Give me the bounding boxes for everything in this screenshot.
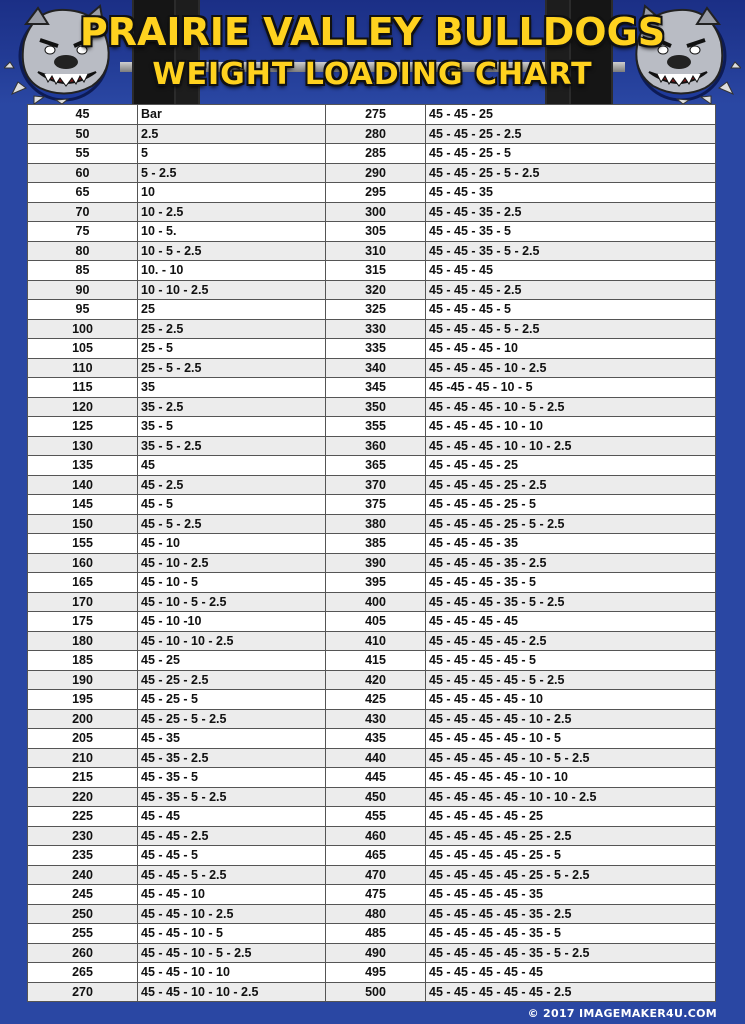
plates-cell: 45 - 45 - 25 - 5 - 2.5	[426, 163, 716, 183]
plates-cell: 45 - 45 - 45 - 45 - 10	[426, 690, 716, 710]
table-row	[28, 885, 716, 905]
weight-cell: 375	[326, 495, 426, 515]
weight-cell: 330	[326, 319, 426, 339]
plates-cell: 45 - 45 - 45 - 45 - 10 - 5	[426, 729, 716, 749]
table-row	[28, 534, 716, 554]
weight-cell: 465	[326, 846, 426, 866]
plates-cell: 45 - 45 - 45 - 10 - 10 - 2.5	[426, 436, 716, 456]
weight-cell: 180	[28, 631, 138, 651]
plates-cell: 10	[138, 183, 326, 203]
table-row	[28, 514, 716, 534]
weight-cell: 90	[28, 280, 138, 300]
weight-cell: 195	[28, 690, 138, 710]
plates-cell: 45 - 35 - 2.5	[138, 748, 326, 768]
plates-cell: 45 - 45 - 10 - 5	[138, 924, 326, 944]
plates-cell: 45 - 45 - 45 - 5 - 2.5	[426, 319, 716, 339]
plates-cell: 45 - 45 - 45 - 10 - 5 - 2.5	[426, 397, 716, 417]
weight-cell: 260	[28, 943, 138, 963]
weight-cell: 290	[326, 163, 426, 183]
weight-cell: 365	[326, 456, 426, 476]
weight-cell: 350	[326, 397, 426, 417]
plates-cell: 45 - 45	[138, 807, 326, 827]
weight-cell: 220	[28, 787, 138, 807]
weight-cell: 70	[28, 202, 138, 222]
plates-cell: 45 - 45 - 45 - 25 - 5	[426, 495, 716, 515]
plates-cell: 45 - 45 - 45 - 35 - 5 - 2.5	[426, 592, 716, 612]
plates-cell: 45 - 35 - 5	[138, 768, 326, 788]
plates-cell: 45 - 45 - 10	[138, 885, 326, 905]
plates-cell: 45 - 45 - 45 - 5	[426, 300, 716, 320]
weight-cell: 435	[326, 729, 426, 749]
plates-cell: 45 - 45 - 45 - 45 - 10 - 10	[426, 768, 716, 788]
plates-cell: 2.5	[138, 124, 326, 144]
table-row	[28, 787, 716, 807]
weight-cell: 280	[326, 124, 426, 144]
table-row	[28, 300, 716, 320]
weight-cell: 320	[326, 280, 426, 300]
weight-cell: 500	[326, 982, 426, 1002]
table-row	[28, 865, 716, 885]
weight-cell: 175	[28, 612, 138, 632]
weight-cell: 60	[28, 163, 138, 183]
page-subtitle: WEIGHT LOADING CHART	[152, 57, 593, 92]
weight-cell: 405	[326, 612, 426, 632]
table-row	[28, 982, 716, 1002]
plates-cell: 45 - 45 - 25 - 5	[426, 144, 716, 164]
plates-cell: 45 - 45 - 45 - 45 - 45	[426, 963, 716, 983]
table-row	[28, 748, 716, 768]
table-row	[28, 943, 716, 963]
plates-cell: 45 - 45 - 35 - 5 - 2.5	[426, 241, 716, 261]
plates-cell: 45 -45 - 45 - 10 - 5	[426, 378, 716, 398]
plates-cell: 45 - 45 - 45 - 10 - 10	[426, 417, 716, 437]
weight-loading-table	[27, 104, 715, 1002]
weight-cell: 445	[326, 768, 426, 788]
plates-cell: 10. - 10	[138, 261, 326, 281]
weight-cell: 245	[28, 885, 138, 905]
table-row	[28, 261, 716, 281]
weight-cell: 235	[28, 846, 138, 866]
plates-cell: 45 - 45 - 45 - 2.5	[426, 280, 716, 300]
table-row	[28, 495, 716, 515]
plates-cell: 45 - 45 - 45 - 45 - 25 - 5	[426, 846, 716, 866]
table-row	[28, 904, 716, 924]
weight-cell: 170	[28, 592, 138, 612]
weight-cell: 190	[28, 670, 138, 690]
weight-cell: 450	[326, 787, 426, 807]
weight-cell: 110	[28, 358, 138, 378]
plates-cell: 45 - 10 -10	[138, 612, 326, 632]
weight-cell: 410	[326, 631, 426, 651]
plates-cell: 45 - 45 - 45 - 25	[426, 456, 716, 476]
table-row	[28, 768, 716, 788]
weight-cell: 240	[28, 865, 138, 885]
weight-cell: 495	[326, 963, 426, 983]
plates-cell: 45	[138, 456, 326, 476]
plates-cell: 45 - 45 - 35 - 2.5	[426, 202, 716, 222]
table-row	[28, 144, 716, 164]
plates-cell: 45 - 45 - 5 - 2.5	[138, 865, 326, 885]
weight-cell: 315	[326, 261, 426, 281]
plates-cell: 45 - 45 - 45 - 25 - 2.5	[426, 475, 716, 495]
table-row	[28, 280, 716, 300]
table-row	[28, 826, 716, 846]
plates-cell: 45 - 45 - 45 - 45 - 5	[426, 651, 716, 671]
table-body	[28, 105, 716, 1002]
table-row	[28, 475, 716, 495]
table-row	[28, 241, 716, 261]
weight-cell: 115	[28, 378, 138, 398]
plates-cell: Bar	[138, 105, 326, 125]
plates-cell: 25 - 2.5	[138, 319, 326, 339]
plates-cell: 45 - 5	[138, 495, 326, 515]
weight-cell: 45	[28, 105, 138, 125]
weight-cell: 380	[326, 514, 426, 534]
plates-cell: 45 - 35 - 5 - 2.5	[138, 787, 326, 807]
weight-cell: 395	[326, 573, 426, 593]
weight-cell: 360	[326, 436, 426, 456]
plates-cell: 45 - 45 - 45 - 25 - 5 - 2.5	[426, 514, 716, 534]
plates-cell: 45 - 45 - 10 - 10	[138, 963, 326, 983]
plates-cell: 45 - 45 - 45 - 10 - 2.5	[426, 358, 716, 378]
plates-cell: 10 - 2.5	[138, 202, 326, 222]
weight-cell: 480	[326, 904, 426, 924]
plates-cell: 45 - 5 - 2.5	[138, 514, 326, 534]
plates-cell: 45 - 45 - 45 - 45	[426, 612, 716, 632]
plates-cell: 45 - 45 - 35 - 5	[426, 222, 716, 242]
weight-cell: 440	[326, 748, 426, 768]
table-row	[28, 729, 716, 749]
table-row	[28, 709, 716, 729]
plates-cell: 25	[138, 300, 326, 320]
plates-cell: 35 - 2.5	[138, 397, 326, 417]
weight-cell: 255	[28, 924, 138, 944]
weight-cell: 225	[28, 807, 138, 827]
plates-cell: 45 - 45 - 45 - 45 - 35	[426, 885, 716, 905]
table-row	[28, 378, 716, 398]
plates-cell: 45 - 45 - 45 - 45 - 10 - 5 - 2.5	[426, 748, 716, 768]
plates-cell: 45 - 45 - 45	[426, 261, 716, 281]
weight-cell: 355	[326, 417, 426, 437]
table-row	[28, 163, 716, 183]
plates-cell: 45 - 2.5	[138, 475, 326, 495]
weight-cell: 185	[28, 651, 138, 671]
weight-cell: 250	[28, 904, 138, 924]
plates-cell: 45 - 45 - 45 - 45 - 10 - 10 - 2.5	[426, 787, 716, 807]
weight-cell: 325	[326, 300, 426, 320]
weight-cell: 80	[28, 241, 138, 261]
plates-cell: 45 - 45 - 45 - 35 - 5	[426, 573, 716, 593]
table-row	[28, 222, 716, 242]
copyright-text: © 2017 IMAGEMAKER4U.COM	[527, 1007, 717, 1020]
weight-cell: 300	[326, 202, 426, 222]
weight-cell: 340	[326, 358, 426, 378]
weight-cell: 310	[326, 241, 426, 261]
plates-cell: 25 - 5	[138, 339, 326, 359]
weight-cell: 120	[28, 397, 138, 417]
weight-cell: 230	[28, 826, 138, 846]
weight-cell: 370	[326, 475, 426, 495]
plates-cell: 45 - 25	[138, 651, 326, 671]
table-row	[28, 358, 716, 378]
loading-chart-table	[27, 104, 716, 1002]
plates-cell: 45 - 45 - 10 - 5 - 2.5	[138, 943, 326, 963]
plates-cell: 45 - 45 - 45 - 35	[426, 534, 716, 554]
plates-cell: 45 - 10 - 10 - 2.5	[138, 631, 326, 651]
plates-cell: 45 - 10 - 5	[138, 573, 326, 593]
plates-cell: 10 - 5.	[138, 222, 326, 242]
weight-cell: 145	[28, 495, 138, 515]
table-row	[28, 183, 716, 203]
table-row	[28, 573, 716, 593]
plates-cell: 45 - 45 - 45 - 45 - 45 - 2.5	[426, 982, 716, 1002]
plates-cell: 45 - 45 - 5	[138, 846, 326, 866]
table-row	[28, 456, 716, 476]
page-title: PRAIRIE VALLEY BULLDOGS	[79, 10, 666, 54]
weight-cell: 485	[326, 924, 426, 944]
weight-cell: 135	[28, 456, 138, 476]
table-row	[28, 631, 716, 651]
table-row	[28, 436, 716, 456]
plates-cell: 45 - 25 - 5	[138, 690, 326, 710]
weight-cell: 455	[326, 807, 426, 827]
weight-cell: 165	[28, 573, 138, 593]
weight-cell: 155	[28, 534, 138, 554]
weight-cell: 50	[28, 124, 138, 144]
table-row	[28, 124, 716, 144]
plates-cell: 45 - 45 - 45 - 45 - 10 - 2.5	[426, 709, 716, 729]
table-row	[28, 612, 716, 632]
weight-cell: 475	[326, 885, 426, 905]
weight-cell: 470	[326, 865, 426, 885]
weight-cell: 65	[28, 183, 138, 203]
plates-cell: 5 - 2.5	[138, 163, 326, 183]
table-row	[28, 105, 716, 125]
plates-cell: 45 - 45 - 10 - 2.5	[138, 904, 326, 924]
plates-cell: 45 - 45 - 10 - 10 - 2.5	[138, 982, 326, 1002]
weight-cell: 200	[28, 709, 138, 729]
weight-cell: 430	[326, 709, 426, 729]
plates-cell: 45 - 25 - 2.5	[138, 670, 326, 690]
weight-cell: 420	[326, 670, 426, 690]
weight-cell: 490	[326, 943, 426, 963]
weight-cell: 265	[28, 963, 138, 983]
weight-cell: 385	[326, 534, 426, 554]
plates-cell: 35 - 5 - 2.5	[138, 436, 326, 456]
weight-cell: 125	[28, 417, 138, 437]
plates-cell: 35 - 5	[138, 417, 326, 437]
weight-cell: 105	[28, 339, 138, 359]
plates-cell: 45 - 45 - 45 - 45 - 2.5	[426, 631, 716, 651]
plates-cell: 45 - 35	[138, 729, 326, 749]
weight-cell: 140	[28, 475, 138, 495]
weight-cell: 285	[326, 144, 426, 164]
plates-cell: 45 - 45 - 25	[426, 105, 716, 125]
plates-cell: 45 - 45 - 25 - 2.5	[426, 124, 716, 144]
weight-cell: 345	[326, 378, 426, 398]
plates-cell: 45 - 45 - 2.5	[138, 826, 326, 846]
weight-cell: 295	[326, 183, 426, 203]
table-row	[28, 670, 716, 690]
plates-cell: 45 - 45 - 45 - 45 - 25	[426, 807, 716, 827]
table-row	[28, 690, 716, 710]
weight-cell: 425	[326, 690, 426, 710]
weight-cell: 100	[28, 319, 138, 339]
weight-cell: 335	[326, 339, 426, 359]
plates-cell: 10 - 10 - 2.5	[138, 280, 326, 300]
plates-cell: 45 - 45 - 45 - 45 - 5 - 2.5	[426, 670, 716, 690]
plates-cell: 45 - 10 - 5 - 2.5	[138, 592, 326, 612]
table-row	[28, 592, 716, 612]
table-row	[28, 397, 716, 417]
weight-cell: 390	[326, 553, 426, 573]
plates-cell: 35	[138, 378, 326, 398]
weight-cell: 130	[28, 436, 138, 456]
weight-cell: 275	[326, 105, 426, 125]
plates-cell: 25 - 5 - 2.5	[138, 358, 326, 378]
weight-cell: 210	[28, 748, 138, 768]
weight-cell: 150	[28, 514, 138, 534]
table-row	[28, 319, 716, 339]
weight-cell: 270	[28, 982, 138, 1002]
table-row	[28, 924, 716, 944]
plates-cell: 45 - 45 - 45 - 35 - 2.5	[426, 553, 716, 573]
header-banner	[0, 0, 745, 104]
plates-cell: 45 - 45 - 45 - 10	[426, 339, 716, 359]
plates-cell: 5	[138, 144, 326, 164]
plates-cell: 10 - 5 - 2.5	[138, 241, 326, 261]
table-row	[28, 417, 716, 437]
weight-cell: 55	[28, 144, 138, 164]
weight-cell: 160	[28, 553, 138, 573]
plates-cell: 45 - 45 - 45 - 45 - 35 - 5 - 2.5	[426, 943, 716, 963]
table-row	[28, 651, 716, 671]
weight-cell: 400	[326, 592, 426, 612]
weight-cell: 460	[326, 826, 426, 846]
plates-cell: 45 - 10 - 2.5	[138, 553, 326, 573]
weight-cell: 75	[28, 222, 138, 242]
weight-cell: 305	[326, 222, 426, 242]
weight-cell: 215	[28, 768, 138, 788]
table-row	[28, 807, 716, 827]
plates-cell: 45 - 45 - 45 - 45 - 35 - 2.5	[426, 904, 716, 924]
plates-cell: 45 - 25 - 5 - 2.5	[138, 709, 326, 729]
table-row	[28, 339, 716, 359]
weight-cell: 415	[326, 651, 426, 671]
plates-cell: 45 - 45 - 45 - 45 - 25 - 5 - 2.5	[426, 865, 716, 885]
weight-cell: 85	[28, 261, 138, 281]
table-row	[28, 963, 716, 983]
table-row	[28, 553, 716, 573]
table-row	[28, 202, 716, 222]
weight-cell: 205	[28, 729, 138, 749]
plates-cell: 45 - 10	[138, 534, 326, 554]
table-row	[28, 846, 716, 866]
plates-cell: 45 - 45 - 45 - 45 - 35 - 5	[426, 924, 716, 944]
weight-cell: 95	[28, 300, 138, 320]
plates-cell: 45 - 45 - 35	[426, 183, 716, 203]
plates-cell: 45 - 45 - 45 - 45 - 25 - 2.5	[426, 826, 716, 846]
